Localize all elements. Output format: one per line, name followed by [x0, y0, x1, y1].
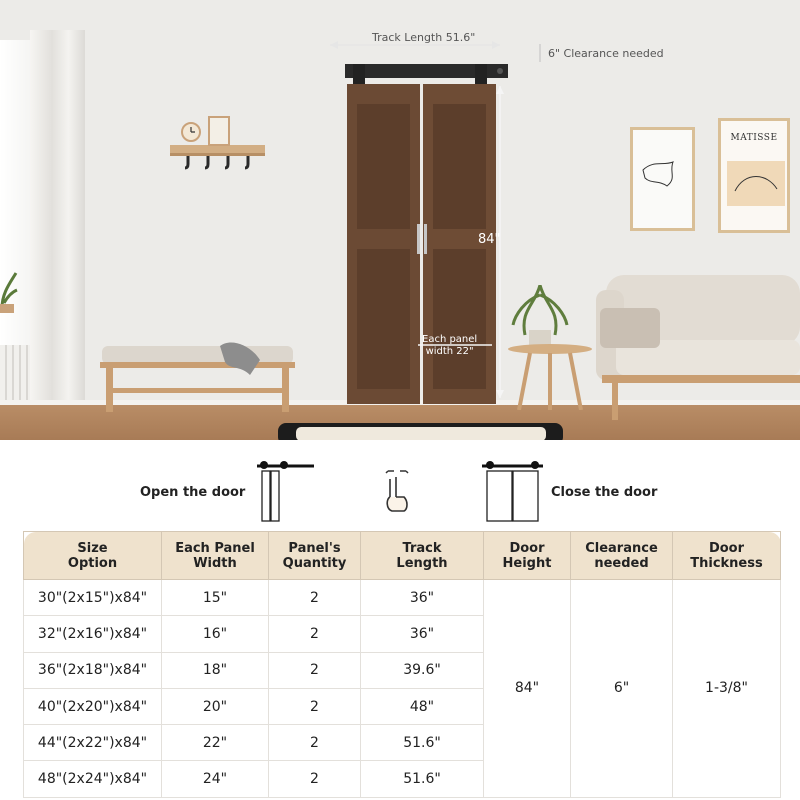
header-size-option: Size Option	[24, 532, 162, 580]
poster-figure	[727, 161, 785, 206]
wall-art-poster	[718, 118, 790, 233]
hand-icon	[380, 467, 412, 517]
cell-qty: 2	[269, 580, 361, 616]
header-door-height: Door Height	[484, 532, 571, 580]
cell-qty: 2	[269, 761, 361, 797]
open-door-label: Open the door	[140, 485, 246, 500]
curtain	[30, 30, 85, 415]
cell-size: 32"(2x16")x84"	[24, 616, 162, 652]
cell-door-thickness: 1-3/8"	[673, 580, 781, 798]
wall-art-dove	[630, 127, 695, 231]
photo-frame-icon	[208, 116, 230, 146]
bifold-closed-icon	[480, 460, 545, 525]
cell-size: 30"(2x15")x84"	[24, 580, 162, 616]
door-height-label: 84"	[478, 232, 501, 247]
panel-width-line2: width 22"	[425, 346, 474, 357]
cell-width: 20"	[162, 688, 269, 724]
cell-track: 36"	[361, 580, 484, 616]
cell-width: 16"	[162, 616, 269, 652]
close-door-label: Close the door	[551, 485, 658, 500]
clock-icon	[180, 122, 202, 146]
cell-track: 51.6"	[361, 725, 484, 761]
door-instructions	[0, 445, 800, 530]
wall-shelf	[170, 145, 265, 170]
cell-track: 48"	[361, 688, 484, 724]
side-table	[505, 285, 595, 410]
track-length-label: Track Length 51.6"	[372, 31, 476, 44]
bench	[100, 340, 295, 412]
cell-size: 48"(2x24")x84"	[24, 761, 162, 797]
header-panel-quantity: Panel's Quantity	[269, 532, 361, 580]
cell-qty: 2	[269, 616, 361, 652]
cell-width: 15"	[162, 580, 269, 616]
sofa	[596, 270, 800, 420]
header-door-thickness: Door Thickness	[673, 532, 781, 580]
cell-clearance: 6"	[571, 580, 673, 798]
table-row	[24, 580, 781, 616]
header-clearance: Clearance needed	[571, 532, 673, 580]
cell-size: 40"(2x20")x84"	[24, 688, 162, 724]
cell-qty: 2	[269, 725, 361, 761]
header-track-length: Track Length	[361, 532, 484, 580]
bifold-open-icon	[252, 460, 317, 525]
panel-width-line1: Each panel	[422, 334, 478, 345]
size-spec-table	[23, 531, 781, 798]
cell-qty: 2	[269, 688, 361, 724]
cell-width: 22"	[162, 725, 269, 761]
cell-track: 36"	[361, 616, 484, 652]
panel-width-label	[422, 334, 477, 358]
cell-door-height: 84"	[484, 580, 571, 798]
poster-title: MATISSE	[730, 133, 778, 143]
header-panel-width: Each Panel Width	[162, 532, 269, 580]
cell-width: 18"	[162, 652, 269, 688]
cell-size: 44"(2x22")x84"	[24, 725, 162, 761]
dove-drawing	[633, 130, 692, 228]
plant-icon	[0, 268, 18, 313]
cell-size: 36"(2x18")x84"	[24, 652, 162, 688]
clearance-label: 6" Clearance needed	[548, 47, 664, 60]
rug	[278, 423, 563, 440]
table-header-row	[24, 532, 781, 580]
cell-track: 51.6"	[361, 761, 484, 797]
cell-track: 39.6"	[361, 652, 484, 688]
cell-width: 24"	[162, 761, 269, 797]
cell-qty: 2	[269, 652, 361, 688]
